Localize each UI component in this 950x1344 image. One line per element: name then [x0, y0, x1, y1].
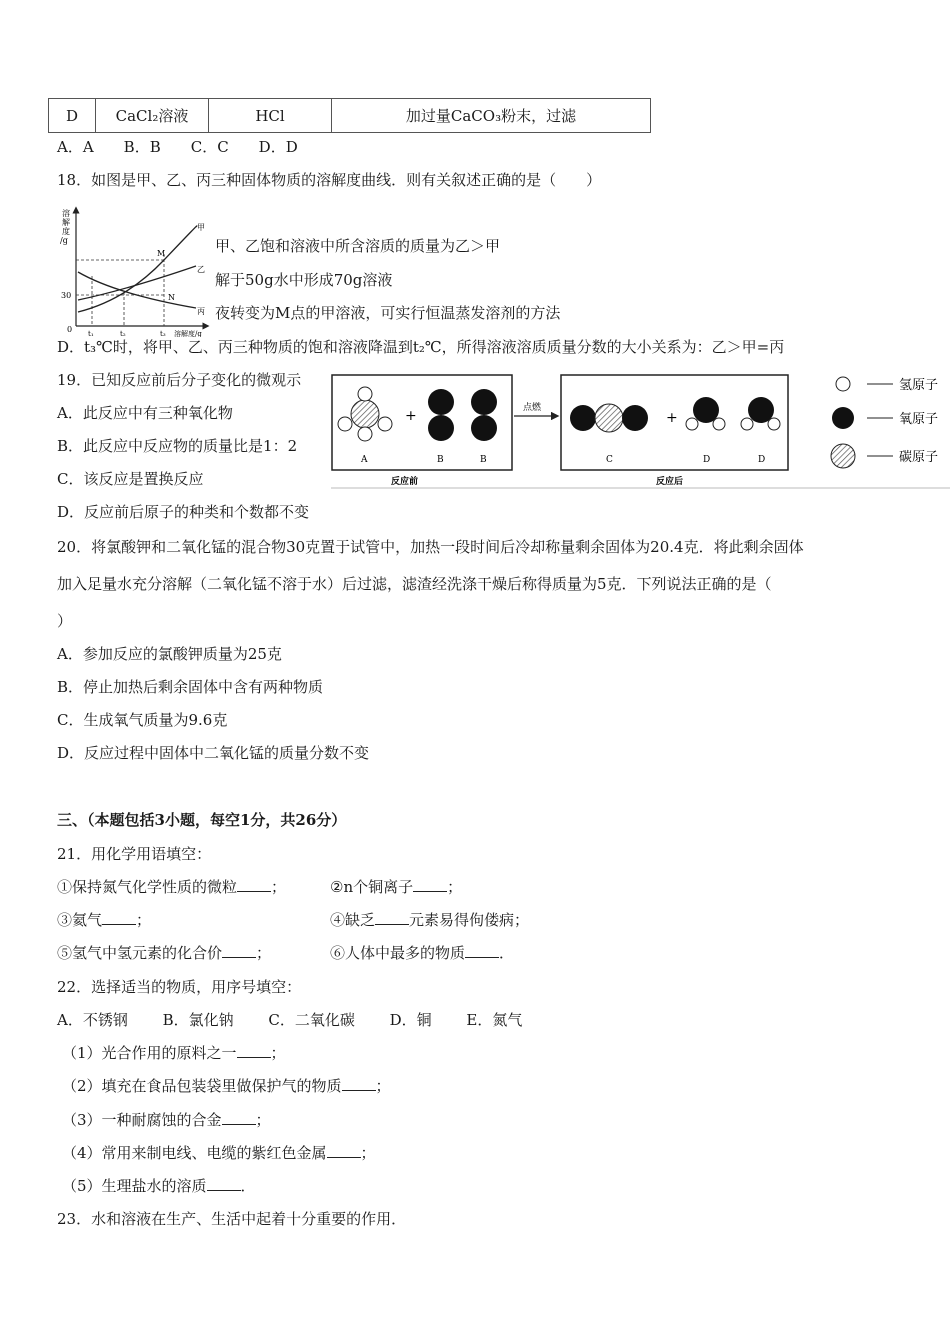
punct: ． — [499, 944, 515, 962]
label-n: N — [168, 293, 175, 302]
q22-sub-3-text: （3）一种耐腐蚀的合金 — [62, 1111, 222, 1129]
punct: ； — [360, 1144, 376, 1162]
oxygen-atom — [570, 405, 596, 431]
legend-carbon-icon — [831, 444, 855, 468]
q22-sub-5 — [62, 1176, 256, 1196]
punct: ． — [240, 1177, 256, 1195]
q22-sub-2 — [62, 1076, 391, 1096]
punct: ； — [447, 878, 463, 896]
answer-blank[interactable] — [222, 943, 256, 958]
answer-blank[interactable] — [465, 943, 499, 958]
answer-blank[interactable] — [327, 1143, 361, 1158]
q18-stem: 18．如图是甲、乙、丙三种固体物质的溶解度曲线．则有关叙述正确的是（ ） — [57, 171, 602, 189]
punct: ； — [136, 911, 152, 929]
mol-label-d: D — [758, 455, 766, 465]
x-tick-t2: t₂ — [120, 330, 126, 337]
q21-item-1 — [57, 877, 286, 897]
mol-label-d: D — [703, 455, 711, 465]
mol-label-b: B — [480, 455, 487, 465]
q18-option-d: D．t₃℃时，将甲、乙、丙三种物质的饱和溶液降温到t₂℃，所得溶液溶质质量分数的大小关系为：乙＞甲=丙 — [57, 338, 785, 356]
q20-option-b: B．停止加热后剩余固体中含有两种物质 — [57, 678, 324, 696]
plus-sign: + — [405, 408, 417, 424]
legend-hydrogen-label: 氢原子 — [899, 378, 939, 393]
q19-option-a: A．此反应中有三种氧化物 — [57, 404, 233, 422]
q22-sub-2-text: （2）填充在食品包装袋里做保护气的物质 — [62, 1077, 342, 1095]
q20-line-2: 加入足量水充分溶解（二氧化锰不溶于水）后过滤，滤渣经洗涤干燥后称得质量为5克．下列说法正确的是（ — [57, 575, 772, 593]
answer-blank[interactable] — [413, 877, 447, 892]
hydrogen-atom — [686, 418, 698, 430]
q21-item-4-tail: 元素易得佝偻病； — [409, 911, 530, 929]
q18-option-a: 甲、乙饱和溶液中所含溶质的质量为乙＞甲 — [215, 237, 501, 255]
answer-blank[interactable] — [342, 1076, 376, 1091]
y-axis-title-3: 度 — [62, 227, 70, 236]
table-cell: D — [49, 99, 96, 133]
reaction-diagram — [331, 372, 950, 490]
q22-sub-4 — [62, 1143, 376, 1163]
y-axis-title-1: 溶 — [62, 209, 70, 218]
hydrogen-atom — [713, 418, 725, 430]
table-row — [49, 99, 651, 133]
q22-sub-1 — [62, 1043, 286, 1063]
answer-blank[interactable] — [102, 910, 136, 925]
q21-item-5-text: ⑤氢气中氢元素的化合价 — [57, 944, 223, 962]
q21-item-3-text: ③氦气 — [57, 911, 103, 929]
legend-oxygen-label: 氧原子 — [899, 412, 939, 427]
q21-item-4-text: ④缺乏 — [330, 911, 376, 929]
x-axis-title: 溶解度/g — [174, 330, 202, 337]
answer-blank[interactable] — [207, 1176, 241, 1191]
punct: ； — [375, 1077, 391, 1095]
q20-option-c: C．生成氧气质量为9.6克 — [57, 711, 228, 729]
oxygen-atom — [622, 405, 648, 431]
oxygen-atom — [428, 389, 454, 415]
curve-jia — [78, 226, 197, 312]
q22-sub-5-text: （5）生理盐水的溶质 — [62, 1177, 207, 1195]
legend-carbon-label: 碳原子 — [899, 450, 939, 465]
y-axis-title-2: 解 — [62, 218, 70, 227]
hydrogen-atom — [358, 427, 372, 441]
q19-option-d: D．反应前后原子的种类和个数都不变 — [57, 503, 310, 521]
table-cell: CaCl₂溶液 — [96, 99, 209, 133]
q19-option-b: B．此反应中反应物的质量比是1：2 — [57, 437, 298, 455]
mol-label-a: A — [361, 455, 368, 465]
mol-label-b: B — [437, 455, 444, 465]
q17-options: A．A B．B C．C D．D — [57, 138, 298, 156]
q22-sub-3 — [62, 1110, 271, 1130]
punct: ； — [270, 1044, 286, 1062]
carbon-atom — [351, 400, 379, 428]
mol-label-c: C — [606, 455, 613, 465]
caption-before: 反应前 — [391, 477, 419, 487]
label-bing: 丙 — [197, 307, 205, 316]
q23-stem: 23．水和溶液在生产、生活中起着十分重要的作用． — [57, 1210, 407, 1228]
x-tick-t3: t₃ — [160, 330, 166, 337]
punct: ； — [255, 1111, 271, 1129]
hydrogen-atom — [338, 417, 352, 431]
q20-line-3: ） — [57, 612, 73, 630]
label-m: M — [157, 249, 166, 258]
table-cell: HCl — [209, 99, 332, 133]
q21-item-5 — [57, 943, 271, 963]
q21-item-4 — [330, 910, 529, 930]
y-axis-title-4: /g — [60, 236, 68, 245]
table-cell: 加过量CaCO₃粉末，过滤 — [332, 99, 651, 133]
plus-sign: + — [666, 410, 678, 426]
answer-blank[interactable] — [375, 910, 409, 925]
q19-stem: 19．已知反应前后分子变化的微观示 — [57, 371, 302, 389]
punct: ； — [256, 944, 272, 962]
answer-blank[interactable] — [222, 1110, 256, 1125]
x-tick-t1: t₁ — [88, 330, 94, 337]
origin-label: 0 — [67, 325, 73, 334]
hydrogen-atom — [358, 387, 372, 401]
q22-sub-1-text: （1）光合作用的原料之一 — [62, 1044, 237, 1062]
curve-bing — [78, 272, 196, 308]
punct: ； — [271, 878, 287, 896]
answer-blank[interactable] — [237, 877, 271, 892]
legend-hydrogen-icon — [836, 377, 850, 391]
q21-item-2-text: ②n个铜离子 — [330, 878, 414, 896]
q18-option-c: 夜转变为M点的甲溶液，可实行恒温蒸发溶剂的方法 — [215, 304, 561, 322]
label-yi: 乙 — [197, 265, 205, 274]
carbon-atom — [595, 404, 623, 432]
oxygen-atom — [471, 415, 497, 441]
q22-sub-4-text: （4）常用来制电线、电缆的紫红色金属 — [62, 1144, 327, 1162]
y-tick-30: 30 — [61, 291, 72, 300]
q21-item-6-text: ⑥人体中最多的物质 — [330, 944, 466, 962]
q22-choices: A．不锈钢 B．氯化钠 C．二氧化碳 D．铜 E．氮气 — [57, 1011, 523, 1029]
oxygen-atom — [471, 389, 497, 415]
answer-table — [48, 98, 651, 133]
q20-option-a: A．参加反应的氯酸钾质量为25克 — [57, 645, 282, 663]
label-jia: 甲 — [197, 223, 205, 232]
solubility-chart — [56, 202, 211, 337]
solubility-chart-svg — [56, 202, 211, 337]
oxygen-atom — [428, 415, 454, 441]
q21-stem: 21．用化学用语填空： — [57, 845, 212, 863]
q20-line-1: 20．将氯酸钾和二氧化锰的混合物30克置于试管中，加热一段时间后冷却称量剩余固体为20.4克．将此剩余固体 — [57, 538, 804, 556]
hydrogen-atom — [768, 418, 780, 430]
arrow-label: 点燃 — [523, 403, 542, 413]
q21-item-1-text: ①保持氮气化学性质的微粒 — [57, 878, 238, 896]
q21-item-3 — [57, 910, 151, 930]
legend-oxygen-icon — [832, 407, 854, 429]
q18-option-b: 解于50g水中形成70g溶液 — [215, 271, 393, 289]
q19-option-c: C．该反应是置换反应 — [57, 470, 204, 488]
q20-option-d: D．反应过程中固体中二氧化锰的质量分数不变 — [57, 744, 370, 762]
caption-after: 反应后 — [656, 477, 684, 487]
answer-blank[interactable] — [237, 1043, 271, 1058]
reaction-diagram-svg — [331, 372, 950, 490]
q21-item-2 — [330, 877, 462, 897]
hydrogen-atom — [378, 417, 392, 431]
section-3-title: 三、（本题包括3小题，每空1分，共26分） — [57, 811, 347, 829]
hydrogen-atom — [741, 418, 753, 430]
q22-stem: 22．选择适当的物质，用序号填空： — [57, 978, 302, 996]
q21-item-6 — [330, 943, 514, 963]
